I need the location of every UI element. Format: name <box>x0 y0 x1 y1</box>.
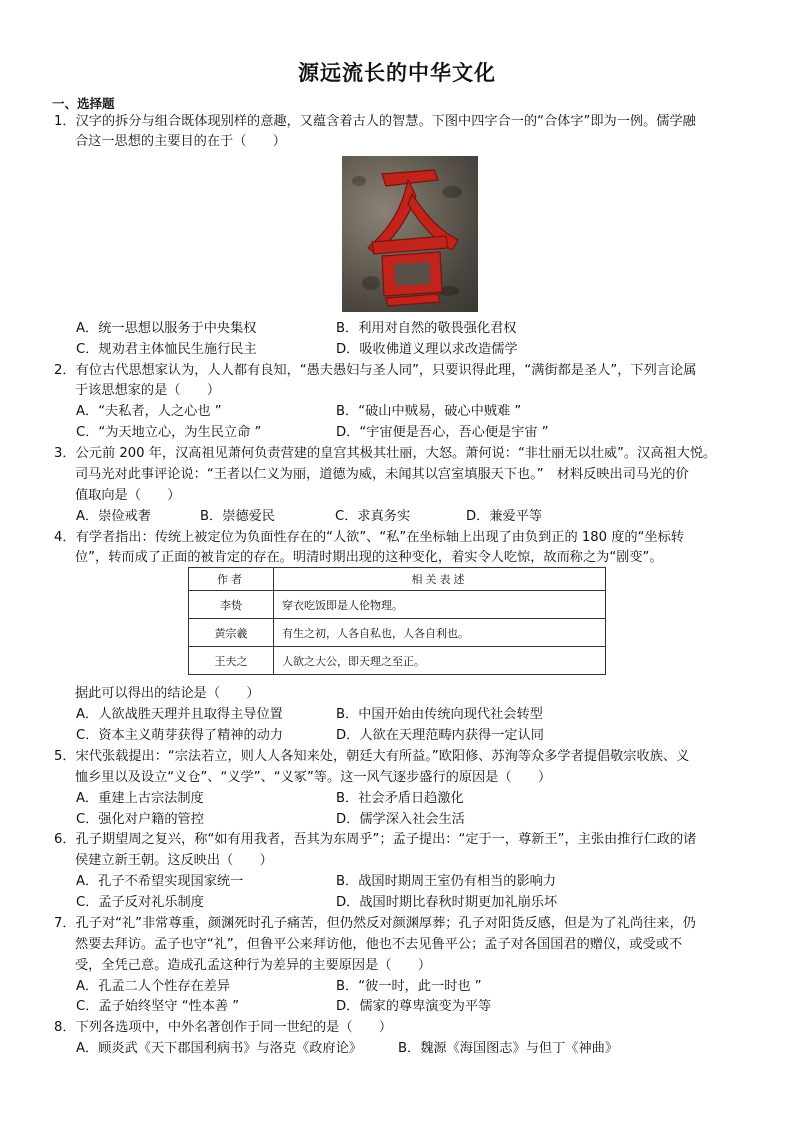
q7-option-c: C．孟子始终坚守 “性本善 ” <box>76 999 240 1014</box>
q1-option-a: A．统一思想以服务于中央集权 <box>76 321 257 336</box>
q3-stem-line2: 司马光对此事评论说：“王者以仁义为丽，道德为威，未闻其以宫室填服天下也。” 材料反映出司马光的价 <box>75 467 689 482</box>
section-heading: 一、选择题 <box>52 96 115 111</box>
table-cell-statement: 有生之初，人各自私也，人各自利也。 <box>274 619 606 647</box>
q2-option-d: D．“宇宙便是吾心，吾心便是宇宙 ” <box>336 425 549 440</box>
table-cell-author: 黄宗羲 <box>189 619 274 647</box>
q4-stem-line1: 4．有学者指出：传统上被定位为负面性存在的“人欲”、“私”在坐标轴上出现了由负到正的 180 度的“坐标转 <box>54 530 684 545</box>
q2-stem-line2: 于该思想家的是（ ） <box>75 383 221 398</box>
q4-option-a: A．人欲战胜天理并且取得主导位置 <box>76 707 283 722</box>
q6-stem-line1: 6．孔子期望周之复兴，称“如有用我者，吾其为东周乎”；孟子提出：“定于一，尊新王”，主张由推行仁政的诸 <box>54 832 697 847</box>
q2-option-c: C．“为天地立心，为生民立命 ” <box>76 425 262 440</box>
q2-stem-line1: 2．有位古代思想家认为，人人都有良知，“愚夫愚妇与圣人同”，只要识得此理，“满街都是圣人”，下列言论属 <box>54 363 697 378</box>
q5-stem-line2: 恤乡里以及设立“义仓”、“义学”、“义冢”等。这一风气逐步盛行的原因是（ ） <box>75 770 552 785</box>
table-row <box>189 647 606 675</box>
q3-option-d: D．兼爱平等 <box>466 509 543 524</box>
table-cell-statement: 人欲之大公，即天理之至正。 <box>274 647 606 675</box>
q7-stem-line2: 然要去拜访。孟子也守“礼”，但鲁平公来拜访他，他也不去见鲁平公；孟子对各国国君的赠仪，或受或不 <box>75 937 683 952</box>
q3-option-a: A．崇俭戒奢 <box>76 509 151 524</box>
q4-option-c: C．资本主义萌芽获得了精神的动力 <box>76 728 284 743</box>
q8-option-a: A．顾炎武《天下郡国利病书》与洛克《政府论》 <box>76 1041 362 1056</box>
q7-option-a: A．孔孟二人个性存在差异 <box>76 979 231 994</box>
q4-stem-line2: 位”，转而成了正面的被肯定的存在。明清时期出现的这种变化，着实令人吃惊，故而称之为“剧变”。 <box>75 550 663 565</box>
q7-stem-line1: 7．孔子对“礼”非常尊重，颜渊死时孔子痛苦，但仍然反对颜渊厚葬；孔子对阳货反感，但是为了礼尚往来，仍 <box>54 916 696 931</box>
q5-option-b: B．社会矛盾日趋激化 <box>336 791 464 806</box>
q2-option-b: B．“破山中贼易，破心中贼难 ” <box>336 404 522 419</box>
q2-option-a: A．“夫私者，人之心也 ” <box>76 404 222 419</box>
q8-option-b: B．魏源《海国图志》与但丁《神曲》 <box>398 1041 619 1056</box>
table-header-author: 作者 <box>189 568 274 591</box>
q3-option-c: C．求真务实 <box>335 509 411 524</box>
q6-option-d: D．战国时期比春秋时期更加礼崩乐坏 <box>336 895 558 910</box>
q6-option-c: C．孟子反对礼乐制度 <box>76 895 204 910</box>
table-cell-author: 王夫之 <box>189 647 274 675</box>
q8-stem-line1: 8．下列各选项中，中外名著创作于同一世纪的是（ ） <box>54 1020 393 1035</box>
table-cell-author: 李贽 <box>189 591 274 619</box>
q5-stem-line1: 5．宋代张载提出：“宗法若立，则人人各知来处，朝廷大有所益。”欧阳修、苏洵等众多学者提倡敬宗收族、义 <box>54 749 690 764</box>
q7-stem-line3: 受，全凭己意。造成孔孟这种行为差异的主要原因是（ ） <box>75 958 432 973</box>
table-cell-statement: 穿衣吃饭即是人伦物理。 <box>274 591 606 619</box>
table-row <box>189 619 606 647</box>
q1-stem-line1: 1．汉字的拆分与组合既体现别样的意趣，又蕴含着古人的智慧。下图中四字合一的“合体字”即为一例。儒学融 <box>54 114 696 129</box>
q1-option-d: D．吸收佛道义理以求改造儒学 <box>336 342 518 357</box>
q4-stem-line3: 据此可以得出的结论是（ ） <box>75 686 260 701</box>
q5-option-c: C．强化对户籍的管控 <box>76 812 204 827</box>
q1-option-b: B．利用对自然的敬畏强化君权 <box>336 321 517 336</box>
compound-character-glyph <box>342 156 478 312</box>
q6-stem-line2: 侯建立新王朝。这反映出（ ） <box>75 853 273 868</box>
q3-stem-line3: 值取向是（ ） <box>75 488 181 503</box>
table-header-row <box>189 568 606 591</box>
q1-stem-line2: 合这一思想的主要目的在于（ ） <box>75 134 286 149</box>
q4-table <box>188 567 606 675</box>
page-title: 源远流长的中华文化 <box>298 60 496 85</box>
table-row <box>189 591 606 619</box>
q1-option-c: C．规劝君主体恤民生施行民主 <box>76 342 257 357</box>
q7-option-b: B．“彼一时，此一时也 ” <box>336 979 482 994</box>
compound-character-image <box>342 156 478 312</box>
q3-option-b: B．崇德爱民 <box>200 509 275 524</box>
q4-option-b: B．中国开始由传统向现代社会转型 <box>336 707 543 722</box>
table-header-statement: 相关表述 <box>274 568 606 591</box>
q4-option-d: D．人欲在天理范畴内获得一定认同 <box>336 728 544 743</box>
q6-option-b: B．战国时期周王室仍有相当的影响力 <box>336 874 557 889</box>
q3-stem-line1: 3．公元前 200 年，汉高祖见萧何负责营建的皇宫其极其壮丽，大怒。萧何说：“非壮丽无以壮威”。汉高祖大悦。 <box>54 446 717 461</box>
q5-option-d: D．儒学深入社会生活 <box>336 812 465 827</box>
q6-option-a: A．孔子不希望实现国家统一 <box>76 874 244 889</box>
q7-option-d: D．儒家的尊卑演变为平等 <box>336 999 492 1014</box>
q5-option-a: A．重建上古宗法制度 <box>76 791 204 806</box>
